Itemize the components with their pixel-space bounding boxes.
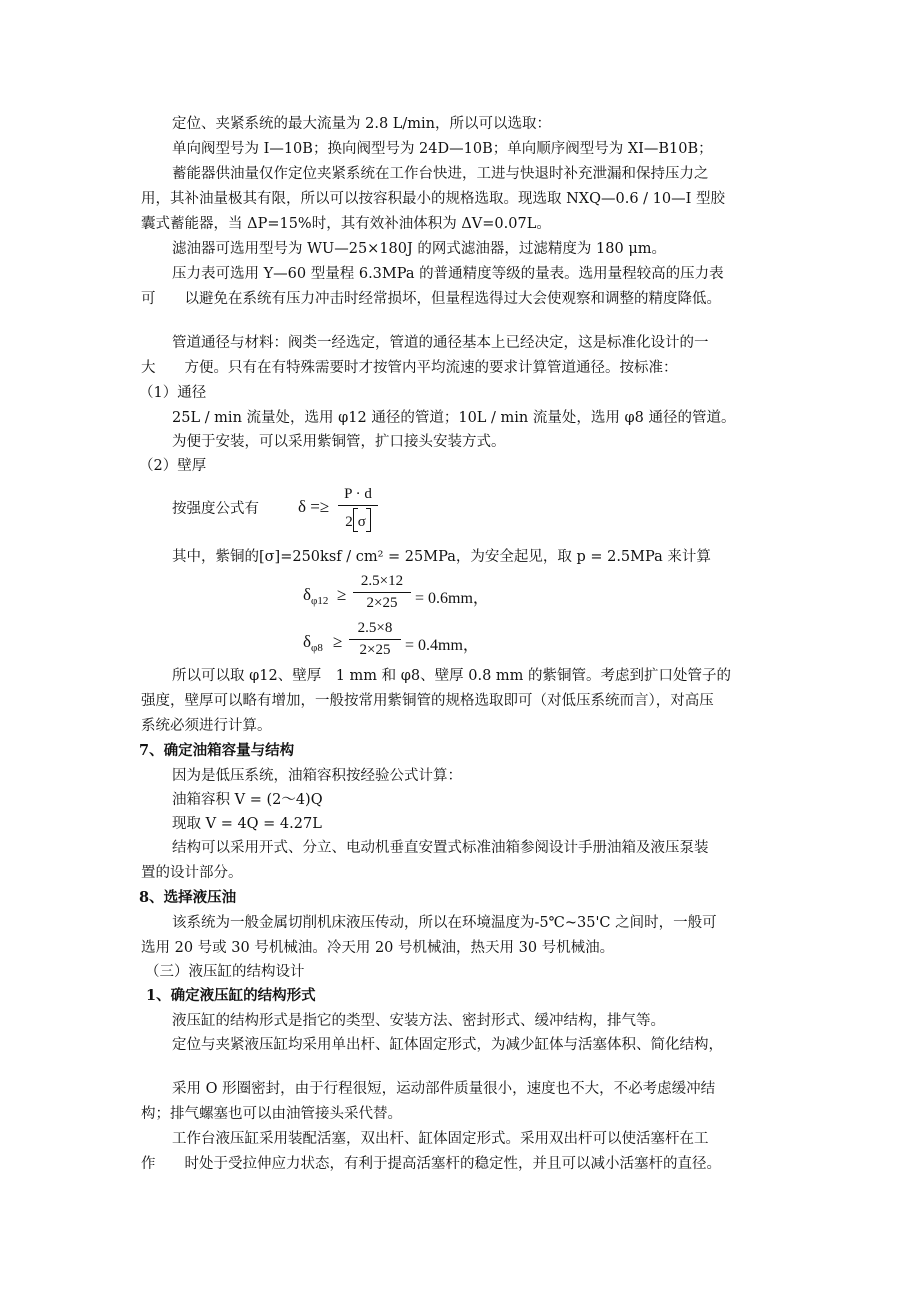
text-line: 系统必须进行计算。 bbox=[141, 718, 272, 734]
text-line: 结构可以采用开式、分立、电动机垂直安置式标准油箱参阅设计手册油箱及液压泵装 bbox=[172, 840, 709, 856]
text-line: 该系统为一般金属切削机床液压传动，所以在环境温度为-5℃~35'C 之间时，一般可 bbox=[172, 915, 717, 931]
formula-denominator: 2×25 bbox=[359, 642, 391, 658]
section-heading: 1、确定液压缸的结构形式 bbox=[146, 987, 316, 1004]
text-line: 作 时处于受拉伸应力状态，有利于提高活塞杆的稳定性，并且可以减小活塞杆的直径。 bbox=[141, 1156, 721, 1172]
text-line: 油箱容积 V = (2～4)Q bbox=[172, 792, 323, 808]
text-line: 置的设计部分。 bbox=[141, 865, 243, 881]
text-line: 可 以避免在系统有压力冲击时经常损坏，但量程选得过大会使观察和调整的精度降低。 bbox=[141, 291, 721, 307]
text-line: 大 方便。只有在有特殊需要时才按管内平均流速的要求计算管道通径。按标准： bbox=[141, 360, 678, 376]
text-line: 定位、夹紧系统的最大流量为 2.8 L/min，所以可以选取： bbox=[172, 116, 552, 132]
formula-subscript: φ8 bbox=[311, 642, 323, 654]
formula-label: 按强度公式有 bbox=[172, 501, 259, 517]
text-line: 单向阀型号为 I—10B；换向阀型号为 24D—10B；单向顺序阀型号为 XI—B10B； bbox=[172, 141, 713, 157]
wall-thickness-formula-phi8 bbox=[303, 620, 503, 668]
section-heading: 7、确定油箱容量与结构 bbox=[139, 742, 295, 759]
wall-thickness-formula-phi12 bbox=[303, 573, 503, 621]
formula-denominator: 2 σ bbox=[345, 514, 371, 530]
text-line: 工作台液压缸采用装配活塞，双出杆、缸体固定形式。采用双出杆可以使活塞杆在工 bbox=[172, 1131, 709, 1147]
text-line: 因为是低压系统，油箱容积按经验公式计算： bbox=[172, 768, 462, 784]
formula-delta: δ bbox=[303, 585, 312, 604]
text-line: 为便于安装，可以采用紫铜管，扩口接头安装方式。 bbox=[172, 434, 506, 450]
formula-result: = 0.6mm， bbox=[415, 590, 489, 607]
text-line: 囊式蓄能器，当 ΔP=15%时，其有效补油体积为 ΔV=0.07L。 bbox=[141, 216, 551, 232]
text-line: 强度，壁厚可以略有增加，一般按常用紫铜管的规格选取即可（对低压系统而言），对高压 bbox=[141, 693, 714, 709]
formula-result: = 0.4mm， bbox=[405, 637, 479, 654]
formula-numerator: P · d bbox=[344, 486, 372, 502]
text-line: 管道通径与材料：阀类一经选定，管道的通径基本上已经决定，这是标准化设计的一 bbox=[172, 335, 709, 351]
section-heading: （1）通径 bbox=[139, 385, 207, 401]
formula-delta: δ bbox=[303, 632, 312, 651]
chapter-heading: （三）液压缸的结构设计 bbox=[145, 964, 305, 980]
text-line: 用，其补油量极其有限，所以可以按容积最小的规格选取。现选取 NXQ—0.6 / 10—I 型胶 bbox=[141, 191, 725, 207]
text-line: 其中，紫铜的[σ]=250ksf / cm² = 25MPa，为安全起见，取 p = 2.5MPa 来计算 bbox=[172, 549, 711, 565]
text-line: 蓄能器供油量仅作定位夹紧系统在工作台快进，工进与快退时补充泄漏和保持压力之 bbox=[172, 166, 709, 182]
section-heading: （2）壁厚 bbox=[139, 458, 207, 474]
text-line: 采用 O 形圈密封，由于行程很短，运动部件质量很小，速度也不大，不必考虑缓冲结 bbox=[172, 1081, 716, 1097]
strength-formula bbox=[298, 486, 398, 536]
text-line: 所以可以取 φ12、壁厚 1 mm 和 φ8、壁厚 0.8 mm 的紫铜管。考虑到扩口处管子的 bbox=[172, 668, 732, 684]
formula-relation: ≥ bbox=[337, 585, 347, 604]
formula-numerator: 2.5×12 bbox=[360, 573, 404, 589]
text-line: 定位与夹紧液压缸均采用单出杆、缸体固定形式，为减少缸体与活塞体积、简化结构， bbox=[172, 1037, 723, 1053]
text-line: 25L / min 流量处，选用 φ12 通径的管道；10L / min 流量处，选用 φ8 通径的管道。 bbox=[172, 410, 736, 426]
text-line: 构；排气螺塞也可以由油管接头采代替。 bbox=[141, 1106, 402, 1122]
section-heading: 8、选择液压油 bbox=[139, 889, 237, 906]
formula-subscript: φ12 bbox=[311, 595, 329, 607]
text-line: 液压缸的结构形式是指它的类型、安装方法、密封形式、缓冲结构，排气等。 bbox=[172, 1013, 665, 1029]
formula-lhs: δ =≥ bbox=[298, 497, 330, 516]
formula-numerator: 2.5×8 bbox=[357, 620, 393, 636]
formula-denominator: 2×25 bbox=[366, 595, 398, 611]
formula-relation: ≥ bbox=[333, 632, 343, 651]
text-line: 滤油器可选用型号为 WU—25×180J 的网式滤油器，过滤精度为 180 μm。 bbox=[172, 241, 666, 257]
text-line: 压力表可选用 Y—60 型量程 6.3MPa 的普通精度等级的量表。选用量程较高的压力表 bbox=[172, 266, 724, 282]
text-line: 现取 V = 4Q = 4.27L bbox=[172, 816, 322, 832]
text-line: 选用 20 号或 30 号机械油。冷天用 20 号机械油，热天用 30 号机械油。 bbox=[141, 940, 615, 956]
